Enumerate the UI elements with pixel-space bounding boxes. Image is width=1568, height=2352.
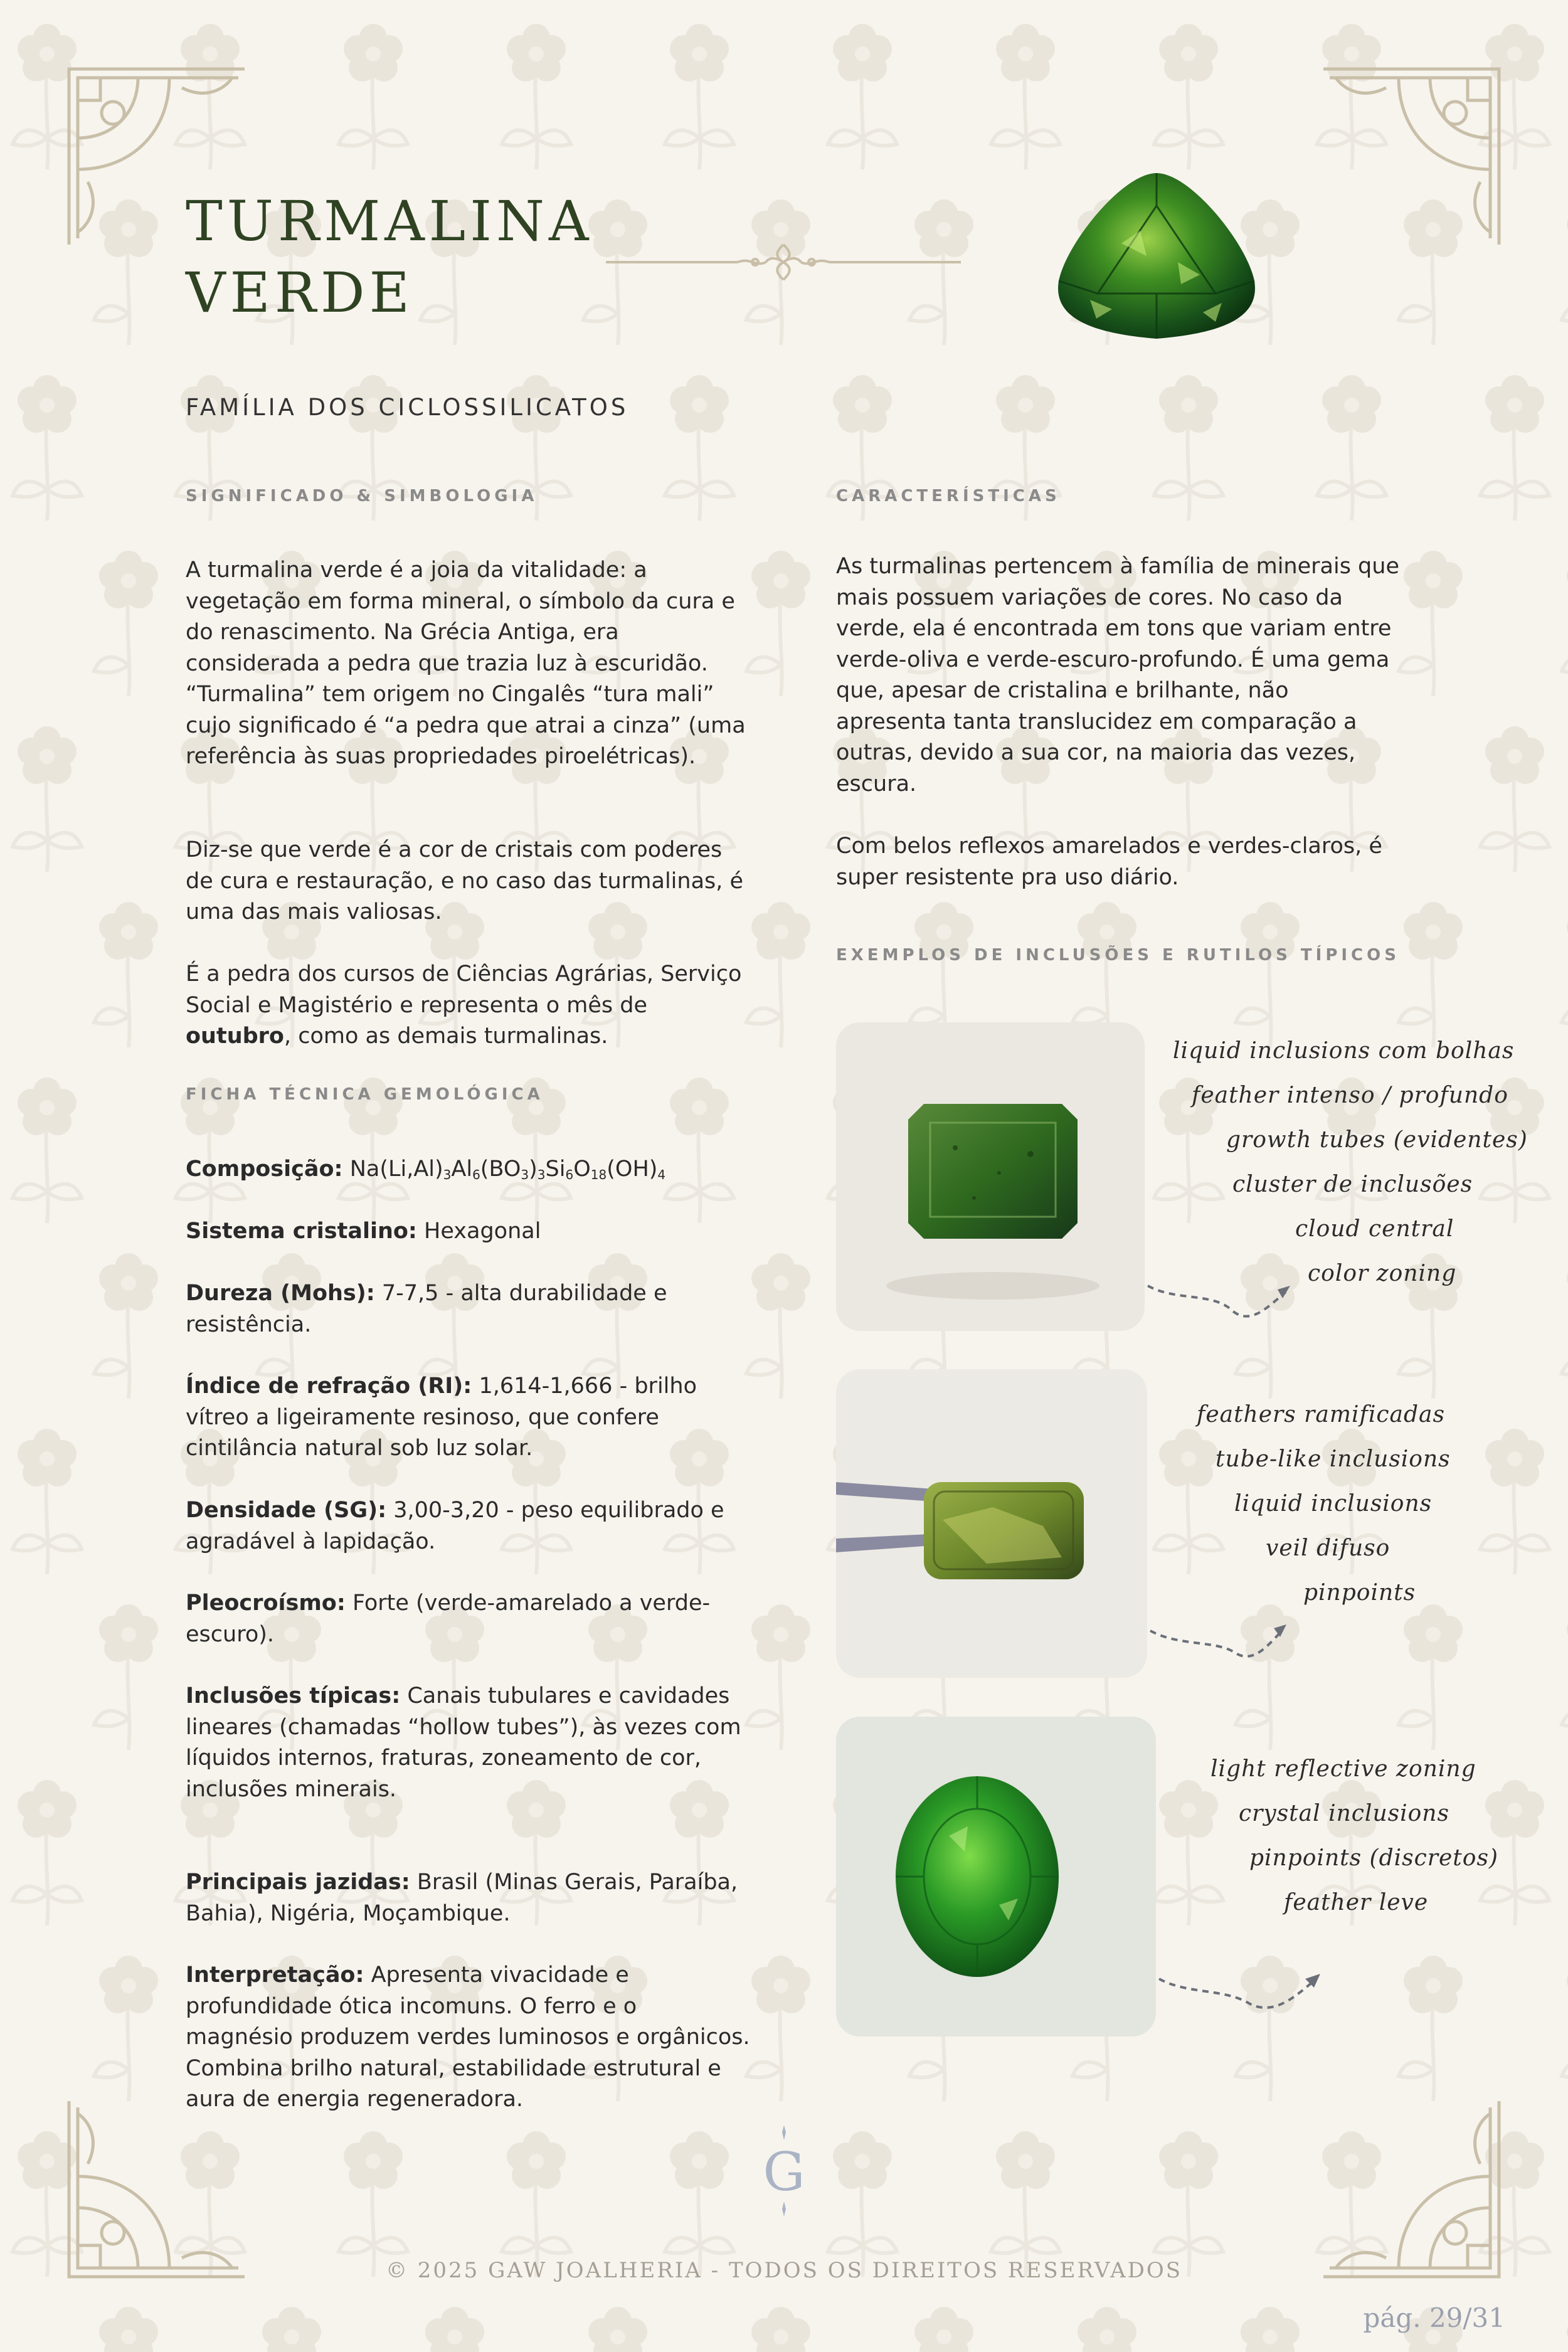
spec-composicao: Composição: $Na(Li,Al)_3Al_6(BO_3)_3Si_6O_{18}(OH)_4$	[186, 1157, 666, 1182]
arrow-icon	[1156, 1960, 1332, 2016]
title-line-2: VERDE	[186, 260, 414, 325]
spec-dureza: Dureza (Mohs): 7-7,5 - alta durabilidade e resistência.	[186, 1281, 667, 1337]
example-photo-1	[836, 1022, 1145, 1331]
inclusion-note: feather leve	[1284, 1890, 1429, 1915]
spec-sistema: Sistema cristalino: Hexagonal	[186, 1219, 541, 1244]
page-number: pág. 29/31	[1363, 2302, 1505, 2333]
corner-ornament-icon	[63, 2095, 251, 2283]
inclusion-note: light reflective zoning	[1210, 1756, 1476, 1782]
example-notes-3	[1210, 1756, 1498, 1915]
logo-letter: G	[763, 2141, 805, 2203]
spec-inclusoes: Inclusões típicas: Canais tubulares e cavidades lineares (chamadas “hollow tubes”), às vezes com líquidos internos, fraturas, zoneamento de cor, inclusões minerais.	[186, 1683, 741, 1802]
gem-icon	[1052, 168, 1261, 344]
corner-ornament-icon	[1317, 2095, 1505, 2283]
inclusion-note: tube-like inclusions	[1216, 1446, 1451, 1472]
inclusion-note: feathers ramificadas	[1197, 1402, 1445, 1428]
inclusion-note: liquid inclusions	[1234, 1491, 1433, 1517]
arrow-icon	[1145, 1267, 1301, 1330]
example-notes-1	[1167, 1038, 1528, 1286]
footer-copyright: © 2025 GAW JOALHERIA - TODOS OS DIREITOS RESERVADOS	[385, 2258, 1183, 2283]
spec-pleocroismo: Pleocroísmo: Forte (verde-amarelado a verde-escuro).	[186, 1591, 711, 1647]
section-heading-ficha: FICHA TÉCNICA GEMOLÓGICA	[186, 1085, 544, 1104]
inclusion-note: pinpoints	[1303, 1580, 1416, 1606]
caracteristicas-paragraph-1: As turmalinas pertencem à família de minerais que mais possuem variações de cores. No caso da verde, ela é encontrada em tons que variam entre verde-oliva e verde-escuro-profundo. É uma gema que, apesar de cristalina e brilhante, não apresenta tanta translucidez em comparação a outras, devido a sua cor, na maioria das vezes, escura.	[836, 554, 1399, 797]
inclusion-note: pinpoints (discretos)	[1249, 1845, 1498, 1871]
logo-icon	[759, 2124, 809, 2220]
inclusion-note: liquid inclusions com bolhas	[1173, 1038, 1515, 1064]
inclusion-note: feather intenso / profundo	[1192, 1083, 1508, 1108]
arrow-icon	[1147, 1606, 1298, 1668]
example-notes-2	[1197, 1402, 1451, 1606]
significado-paragraph-2: Diz-se que verde é a cor de cristais com poderes de cura e restauração, e no caso das turmalinas, é uma das mais valiosas.	[186, 837, 744, 924]
title-line-1: TURMALINA	[186, 189, 593, 253]
example-photo-2	[836, 1369, 1147, 1678]
inclusion-note: growth tubes (evidentes)	[1226, 1127, 1528, 1153]
example-photo-3	[836, 1717, 1156, 2037]
section-heading-caracteristicas: CARACTERÍSTICAS	[836, 487, 1061, 506]
corner-ornament-icon	[1317, 63, 1505, 251]
inclusion-note: cloud central	[1295, 1216, 1454, 1242]
page-title	[186, 186, 593, 329]
spec-densidade: Densidade (SG): 3,00-3,20 - peso equilibrado e agradável à lapidação.	[186, 1498, 724, 1554]
spec-jazidas: Principais jazidas: Brasil (Minas Gerais, Paraíba, Bahia), Nigéria, Moçambique.	[186, 1870, 738, 1926]
month-highlight: outubro	[186, 1024, 284, 1049]
page-subtitle: FAMÍLIA DOS CICLOSSILICATOS	[186, 394, 629, 421]
inclusion-note: crystal inclusions	[1239, 1801, 1449, 1826]
section-heading-exemplos: EXEMPLOS DE INCLUSÕES E RUTILOS TÍPICOS	[836, 946, 1400, 965]
significado-paragraph-1: A turmalina verde é a joia da vitalidade: a vegetação em forma mineral, o símbolo da cura e do renascimento. Na Grécia Antiga, era considerada a pedra que trazia luz à escuridão. “Turmalina” tem origem no Cingalês “tura mali” cujo significado é “a pedra que atrai a cinza” (uma referência às suas propriedades piroelétricas).	[186, 558, 746, 769]
inclusion-note: color zoning	[1308, 1261, 1457, 1286]
flourish-divider-icon	[606, 238, 961, 282]
spec-interpretacao: Interpretação: Apresenta vivacidade e profundidade ótica incomuns. O ferro e o magnésio produzem verdes luminosos e orgânicos. Combina brilho natural, estabilidade estrutural e aura de energia regeneradora.	[186, 1963, 750, 2112]
inclusion-note: cluster de inclusões	[1232, 1172, 1473, 1197]
caracteristicas-paragraph-2: Com belos reflexos amarelados e verdes-claros, é super resistente pra uso diário.	[836, 834, 1382, 890]
inclusion-note: veil difuso	[1266, 1535, 1391, 1561]
spec-indice: Índice de refração (RI): 1,614-1,666 - brilho vítreo a ligeiramente resinoso, que confere cintilância natural sob luz solar.	[186, 1374, 697, 1461]
significado-paragraph-3: É a pedra dos cursos de Ciências Agrárias, Serviço Social e Magistério e representa o mês de outubro, como as demais turmalinas.	[186, 961, 742, 1049]
section-heading-significado: SIGNIFICADO & SIMBOLOGIA	[186, 487, 538, 506]
